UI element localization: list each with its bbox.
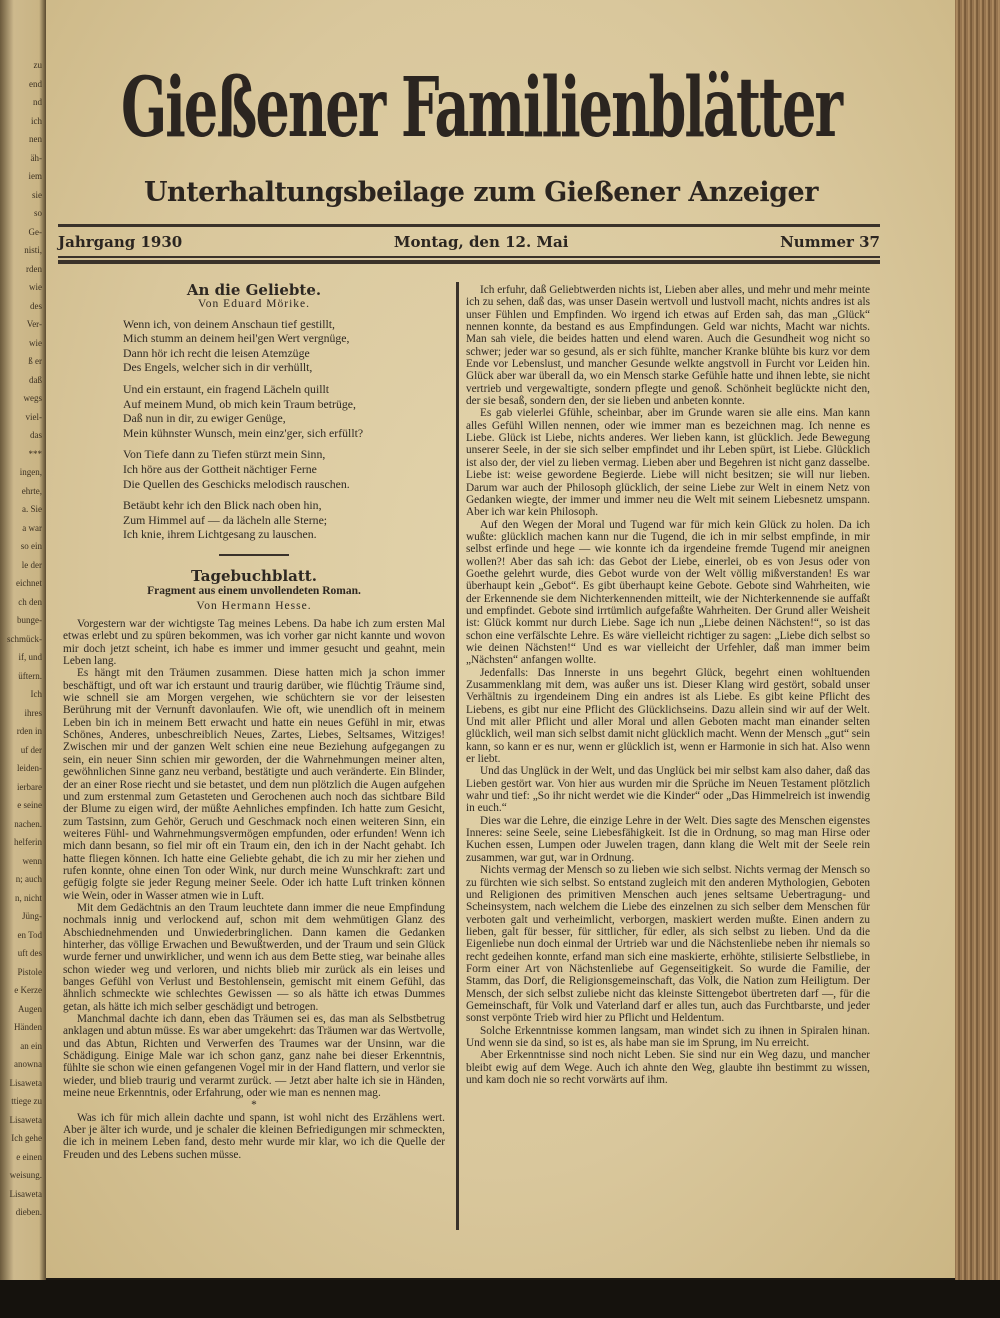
- story-author: Von Hermann Hesse.: [196, 599, 312, 612]
- adjacent-page-fragment: helferin: [14, 837, 42, 847]
- adjacent-page-fragment: Lisaweta: [9, 1188, 42, 1199]
- adjacent-page-fragment: so: [33, 208, 42, 218]
- adjacent-page-fragment: ierbare: [17, 781, 42, 792]
- paragraph: Vorgestern war der wichtigste Tag meines Lebens. Da habe ich zum ersten Mal etwas erlebt und zu spüren bekommen, was ich vorher gar nicht kannte und wovon mir doch jetzt scheint, ich habe es immer und immer gesucht und geahnt, mein Leben lang.: [63, 618, 445, 668]
- adjacent-page-fragment: nisti,: [24, 245, 42, 255]
- adjacent-page-fragment: üftern.: [18, 670, 42, 681]
- paragraph: Es gab vielerlei Gfühle, scheinbar, aber im Grunde waren sie alle eins. Man kann alles Gefühl Willen nennen, oder wie immer man es bezeichnen mag. Ich nenne es Liebe. Glück ist Liebe, nichts anderes. Wer lieben kann, ist glücklich. Jede Bewegung unserer Seele, in der sie sich selber empfindet und ihr Leben spürt, ist Liebe. Glücklich ist also der, der viel zu lieben vermag. Lieben aber und Begehren ist nicht ganz dasselbe. Liebe ist: weise gewordene Begierde. Liebe will nicht besitzen; sie will nur lieben. Darum war auch der Philosoph glücklich, der seine Liebe zur Welt in einem Netz von Gedanken wiegte, der immer und immer neu die Welt mit seinem Liebesnetz umspann. Aber ich war kein Philosoph.: [466, 407, 870, 519]
- adjacent-page-fragment: e einen: [16, 1151, 42, 1162]
- poem-stanza: [123, 382, 445, 440]
- poem-line: Zum Himmel auf — da lächeln alle Sterne;: [123, 512, 328, 527]
- adjacent-page-fragment: Ge-: [28, 226, 42, 237]
- adjacent-page-fragment: dieben.: [15, 1207, 42, 1217]
- adjacent-page-fragment: ehrte,: [21, 485, 42, 496]
- masthead-title: Gießener Familienblätter: [120, 60, 842, 156]
- adjacent-page-fragment: des: [30, 300, 42, 311]
- story-title: Tagebuchblatt.: [191, 567, 317, 585]
- adjacent-page-fragment: ingen,: [19, 467, 42, 477]
- adjacent-page-fragment: Ich: [30, 689, 42, 699]
- poem-line: Dann hör ich recht die leisen Atemzüge: [123, 345, 310, 360]
- newspaper-page: [46, 0, 955, 1278]
- poem-title: An die Geliebte.: [186, 281, 322, 299]
- adjacent-page-fragment: Händen: [14, 1022, 42, 1032]
- poem-stanza: [123, 447, 445, 491]
- adjacent-page-fragment: ch den: [18, 596, 42, 607]
- adjacent-page-fragment: viel-: [25, 411, 42, 422]
- poem-line: Betäubt kehr ich den Blick nach oben hin,: [123, 498, 322, 513]
- adjacent-page-fragment: Lisaweta: [9, 1114, 42, 1125]
- adjacent-page-fragment: en Tod: [17, 929, 42, 940]
- left-column: [63, 281, 445, 1161]
- dateline-rule-top: [58, 256, 880, 258]
- poem-line: Und ein erstaunt, ein fragend Lächeln quillt: [123, 382, 330, 397]
- adjacent-page-fragment: ich: [31, 115, 42, 126]
- adjacent-page-fragment: uf der: [20, 744, 42, 755]
- issue-number: Nummer 37: [780, 233, 880, 251]
- adjacent-page-fragment: a. Sie: [22, 504, 42, 514]
- adjacent-page-fragment: eichnet: [16, 578, 42, 588]
- poem-line: Des Engels, welcher sich in dir verhüllt,: [123, 360, 313, 375]
- paragraph: Es hängt mit den Träumen zusammen. Diese hatten mich ja schon immer beschäftigt, und oft war ich erstaunt und traurig darüber, wie flüchtig Träume sind, wie schnell sie am Morgen vergehen, wie schüchtern sie vor der leisesten Berührung mit der Vernunft davonlaufen. Wie oft, wie unendlich oft in meinem Leben bin ich in meinem Bett erwacht und hatte ein neues Gefühl in mir, etwas Schönes, Anderes, unbeschreiblich Neues, Zartes, Liebes, Seltsames, Witziges! Zwischen mir und der ganzen Welt schien eine neue Beziehung aufgegangen zu sein, ein neuer Sinn schien mir geworden, der die Wahrnehmungen meiner alten, gewöhnlichen Sinne ganz neu verband, bestätigte und auch veränderte. Ein Blinder, der an einer Rose riecht und sie betastet, und dem nun plötzlich die Augen aufgehen und zum erstenmal zum Getasteten und Gerochenen auch noch das sichtbare Bild der Blume zu eigen wird, der müßte Aehnliches empfinden. Ich hatte zum Gesicht, zum Tastsinn, zum Gehör, Geruch und Geschmack noch einen weiteren Sinn, ein weiteres Fühl- und Wahrnehmungsvermögen empfunden, oder erfunden! Wenn ich mich dann besann, so fiel mir oft ein Traum ein, den ich in der Nacht gehabt. Ich hatte fliegen können. Ich hatte eine Geliebte gehabt, die ich zu mir her ziehen und rufen konnte, ohne einen Ton oder Wink, nur durch meine Wunschkraft: zart und gefügig folgte sie jeder Regung meiner Seele. Oder ich hatte Luft trinken können wie Wein, oder in Wasser atmen wie in Luft.: [63, 667, 445, 902]
- adjacent-page-fragment: rden in: [16, 726, 42, 736]
- poem-line: Die Quellen des Geschicks melodisch rauschen.: [123, 476, 350, 491]
- adjacent-page-fragment: an ein: [20, 1040, 42, 1051]
- paragraph: Und das Unglück in der Welt, und das Unglück bei mir selbst kam also daher, daß das Lieben gestört war. Von hier aus wurden mir die Sprüche im Neuen Testament plötzlich wahr und tief: „So ihr nicht werdet wie die Kinder“ oder „Das Himmelreich ist inwendig in euch.“: [466, 765, 870, 815]
- adjacent-page-fragment: bunge-: [17, 615, 42, 625]
- adjacent-page-fragment: Pistole: [17, 966, 42, 977]
- adjacent-page-fragment: ß er: [28, 356, 42, 366]
- adjacent-page-fragment: wie: [29, 337, 42, 348]
- poem-line: Ich knie, ihrem Lichtgesang zu lauschen.: [123, 527, 317, 542]
- adjacent-page-edge: [0, 0, 46, 1290]
- poem-stanza: [123, 498, 445, 542]
- section-divider: [219, 554, 289, 556]
- adjacent-page-fragment: Jüng-: [22, 911, 42, 921]
- poem-stanza: [123, 317, 445, 375]
- adjacent-page-fragment: anowna: [14, 1059, 42, 1069]
- dateline-rule-bottom: [58, 260, 880, 264]
- adjacent-page-fragment: zu: [33, 60, 42, 70]
- adjacent-page-fragment: rden: [26, 263, 42, 274]
- adjacent-page-fragment: n; auch: [15, 874, 42, 884]
- adjacent-page-fragment: ttiege zu: [11, 1096, 42, 1106]
- paragraph: Ich erfuhr, daß Geliebtwerden nichts ist, Lieben aber alles, und mehr und mehr meinte ich zu sehen, daß das, was unser Dasein wertvoll und lustvoll macht, nichts andres ist als unser Fühlen und Empfinden. Wo irgend ich etwas auf Erden sah, das man „Glück“ nennen konnte, da bestand es aus Empfindungen. Geld war nichts, Macht war nichts. Man sah viele, die beides hatten und elend waren. Auch die Gesundheit wog nicht so schwer; jeder war so gesund, als er sich fühlte, mancher Kranke blühte bis kurz vor dem Ende vor Lebenslust, und mancher Gesunde welkte angstvoll in Furcht vor Leiden hin. Glück aber war überall da, wo ein Mensch starke Gefühle hatte und ihnen lebte, sie nicht vertrieb und vergewaltigte, sondern pflegte und genoß. Schönheit beglückte nicht den, der sie besaß, sondern den, der sie lieben und anbeten konnte.: [466, 284, 870, 408]
- adjacent-page-fragment: das: [30, 430, 42, 440]
- poem-line: Wenn ich, von deinem Anschaun tief gestillt,: [123, 316, 336, 331]
- adjacent-page-fragment: end: [29, 78, 42, 89]
- paragraph: Dies war die Lehre, die einzige Lehre in der Welt. Dies sagte des Menschen eigenstes Inneres: seine Seele, seine Liebesfähigkeit. Ist die in Ordnung, so mag man Hirse oder Kuchen essen, Lumpen oder Juwelen tragen, dann klang die Welt mit der Seele rein zusammen, war gut, war in Ordnung.: [466, 814, 870, 864]
- adjacent-page-fragment: a war: [22, 522, 42, 533]
- adjacent-page-fragment: n, nicht: [15, 892, 42, 903]
- adjacent-page-fragment: nen: [29, 134, 42, 144]
- paragraph: Solche Erkenntnisse kommen langsam, man windet sich zu ihnen in Spiralen hinan. Und wenn sie da sind, so ist es, als habe man sie im Sprung, im Nu erreicht.: [466, 1024, 870, 1049]
- paragraph: Auf den Wegen der Moral und Tugend war für mich kein Glück zu holen. Da ich wußte: glücklich machen kann nur die Tugend, die ich in mir selbst empfinde, in mir selbst erfinde und hege — wie konnte ich da irgendeine fremde Tugend mir aneignen wollen?! Aber das sah ich: das Gebot der Liebe, einerlei, ob es von Jesus oder von Goethe gelehrt wurde, dies Gebot wurde von der Welt völlig mißverstanden! Es war überhaupt kein „Gebot“. Es gibt überhaupt keine Gebote. Gebote sind Wahrheiten, wie der Erkennende sie dem Nichterkennenden mitteilt, wie der Nichterkennende sie auffaßt und empfindet. Gebote sind irrtümlich aufgefaßte Wahrheiten. Der Grund aller Weisheit ist: Glück kommt nur durch Liebe. Sage ich nun „Liebe deinen Nächsten!“, so ist das schon eine verfälschte Lehre. Es wäre vielleicht richtiger zu sagen: „Liebe dich selbst so wie deinen Nächsten!“ Und es war vielleicht der Urfehler, daß man immer beim „Nächsten“ anfangen wollte.: [466, 518, 870, 667]
- adjacent-page-fragment: iem: [28, 171, 42, 181]
- dateline: [58, 232, 880, 252]
- adjacent-page-fragment: e seine: [17, 800, 42, 810]
- poem-line: Ich höre aus der Gottheit nächtiger Ferne: [123, 462, 317, 477]
- paragraph: Was ich für mich allein dachte und spann, ist wohl nicht des Erzählens wert. Aber je älter ich wurde, und je schaler die kleinen Befriedigungen mir schmeckten, die ich in meinem Leben fand, desto mehr wurde mir klar, wo ich die Quelle der Freuden und des Lebens suchen müsse.: [63, 1111, 445, 1161]
- column-divider: [456, 282, 459, 1230]
- adjacent-page-fragment: Ver-: [26, 319, 42, 329]
- adjacent-page-fragment: nachen.: [14, 818, 42, 829]
- adjacent-page-fragment: so ein: [20, 541, 42, 551]
- adjacent-page-fragment: wegs: [23, 393, 42, 403]
- paragraph: Manchmal dachte ich dann, eben das Träumen sei es, das man als Selbstbetrug anklagen und abtun müsse. Es war aber umgekehrt: das Träumen war das Wertvolle, und das Abtun, Richten und Verwerfen des Traumes war der Unsinn, war die Schädigung. Einige Male war ich schon ganz, ganz nahe bei dieser Erkenntnis, fühlte sie schon wie einen gefangenen Vogel mir in der Hand flattern, und verlor sie wieder, und blieb traurig und verarmt zurück. — Jetzt aber halte ich sie in Händen, meine neue Erkenntnis, oder Erfahrung, oder wie man es nennen mag.: [63, 1013, 445, 1100]
- adjacent-page-fragment: ***: [28, 448, 42, 459]
- adjacent-page-fragment: ihres: [24, 707, 42, 718]
- paragraph: Jedenfalls: Das Innerste in uns begehrt Glück, begehrt einen wohltuenden Zusammenklang mit dem, was außer uns ist. Dieser Klang wird gestört, sobald unser Verhältnis zu irgendeinem Ding ein andres ist als Liebe. Es gibt keine Pflicht des Liebens, es gibt nur eine Pflicht des Glücklichseins. Dazu allein sind wir auf der Welt. Und mit aller Pflicht und aller Moral und allen Geboten macht man einander selten glücklich, weil man sich selbst damit nicht glücklich macht. Wenn der Mensch „gut“ sein kann, so kann er es nur, wenn er glücklich ist, wenn er Harmonie in sich hat. Also wenn er liebt.: [466, 666, 870, 766]
- adjacent-page-fragment: wie: [29, 282, 42, 292]
- adjacent-page-fragment: nd: [33, 97, 42, 107]
- adjacent-page-fragment: leiden-: [17, 763, 42, 773]
- poem-line: Auf meinem Mund, ob mich kein Traum betrüge,: [123, 396, 356, 411]
- adjacent-page-fragment: wenn: [22, 855, 42, 866]
- poem-line: Mich stumm an deinem heil'gen Wert vergnüge,: [123, 331, 350, 346]
- adjacent-page-fragment: e Kerze: [14, 985, 42, 995]
- adjacent-page-fragment: daß: [29, 374, 42, 385]
- masthead-subtitle: Unterhaltungsbeilage zum Gießener Anzeiger: [144, 177, 818, 208]
- scan-background: [0, 1280, 1000, 1318]
- paragraph: Mit dem Gedächtnis an den Traum leuchtete dann immer die neue Empfindung nochmals innig und verlockend auf, schon mit dem wehmütigen Glanz des Abschiednehmenden und Unwiederbringlichen. Dann kamen die Gedanken hinterher, das völlige Erwachen und Bewußtwerden, und der Traum und sein Glück wurde ferner und unwirklicher, und wenn ich aus dem Bette stieg, war beinahe alles schon wieder weg und verloren, und nichts blieb mir zurück als ein leises und banges Gefühl von Verlust und Bestohlensein, gemischt mit einem Gefühl, das ähnlich schmeckte wie schlechtes Gewissen — so als hätte ich etwas Dummes getan, als hätte ich mich selber geschädigt und betrogen.: [63, 901, 445, 1013]
- separator-star: *: [251, 1099, 257, 1112]
- header-rule: [58, 224, 880, 227]
- adjacent-page-fragment: weisung.: [9, 1170, 42, 1180]
- story-subtitle: Fragment aus einem unvollendeten Roman.: [147, 585, 361, 598]
- adjacent-page-fragment: Lisaweta: [9, 1077, 42, 1088]
- paragraph: Nichts vermag der Mensch so zu lieben wie sich selbst. Nichts vermag der Mensch so zu fürchten wie sich selbst. So entstand zugleich mit den anderen Mythologien, Geboten und Religionen des primitiven Menschen auch jenes seltsame Uebertragung- und Scheinsystem, nach welchem die Liebe des einzelnen zu sich selber dem Menschen für verboten galt und verheimlicht, verborgen, maskiert werden mußte. Einen andern zu lieben, galt für besser, für sittlicher, für edler, als sich selbst zu lieben. Und da die Eigenliebe nun doch einmal der Urtrieb war und die Nächstenliebe neben ihr niemals so recht gedeihen konnte, erfand man sich eine maskierte, erhöhte, stilisierte Selbstliebe, in Form einer Art von Nächstenliebe auf Gegenseitigkeit. So wurde die Familie, der Stamm, das Dorf, die Religionsgemeinschaft, das Volk, die Nation zum Heiligtum. Der Mensch, der sich selbst zuliebe nicht das kleinste Sittengebot übertreten darf —, für die Gemeinschaft, für Volk und Vaterland darf er alles tun, auch das Furchtbarste, und jeder sonst verpönte Trieb wird hier zu Pflicht und Heldentum.: [466, 864, 870, 1025]
- page-stack-edge: [955, 0, 1000, 1290]
- adjacent-page-fragment: schmück-: [7, 633, 42, 644]
- poem-line: Von Tiefe dann zu Tiefen stürzt mein Sinn,: [123, 447, 326, 462]
- poem-body: [123, 317, 445, 542]
- story-text-left: [63, 618, 445, 1099]
- adjacent-page-fragment: uft des: [17, 948, 42, 958]
- volume: Jahrgang 1930: [58, 233, 183, 251]
- poem-line: Mein kühnster Wunsch, mein einz'ger, sich erfüllt?: [123, 425, 364, 440]
- right-column: [466, 284, 870, 1086]
- poem-author: Von Eduard Mörike.: [197, 298, 310, 311]
- paragraph: Aber Erkenntnisse sind noch nicht Leben. Sie sind nur ein Weg dazu, und mancher bleibt ewig auf dem Wege. Auch ich ahnte den Weg, glaubte ihn bestimmt zu wissen, und kam doch nie so recht vorwärts auf ihm.: [466, 1049, 870, 1086]
- adjacent-page-fragment: Augen: [18, 1003, 42, 1014]
- adjacent-page-fragment: Ich gehe: [11, 1133, 42, 1143]
- adjacent-page-fragment: if, und: [18, 652, 42, 662]
- adjacent-page-fragment: le der: [21, 559, 42, 570]
- poem-line: Daß nun in dir, zu ewiger Genüge,: [123, 411, 286, 426]
- adjacent-page-fragment: äh-: [30, 152, 42, 163]
- adjacent-page-fragment: sie: [32, 189, 42, 200]
- issue-date: Montag, den 12. Mai: [393, 233, 569, 251]
